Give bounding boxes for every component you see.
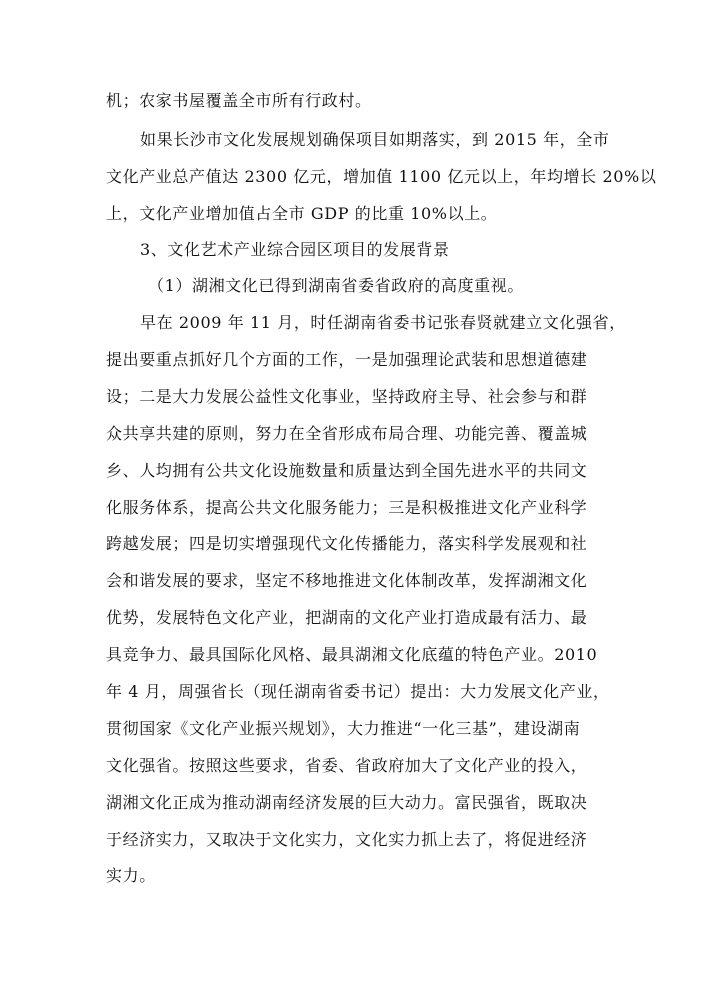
paragraph-line: 早在 2009 年 11 月，时任湖南省委书记张春贤就建立文化强省， — [140, 313, 626, 332]
section-heading: 3、文化艺术产业综合园区项目的发展背景 — [140, 240, 450, 259]
paragraph-line: 湖湘文化正成为推动湖南经济发展的巨大动力。富民强省，既取决 — [106, 793, 588, 812]
paragraph-line: 年 4 月，周强省长（现任湖南省委书记）提出：大力发展文化产业， — [106, 682, 610, 701]
paragraph-line: 乡、人均拥有公共文化设施数量和质量达到全国先进水平的共同文 — [106, 461, 588, 480]
paragraph-line: 跨越发展；四是切实增强现代文化传播能力，落实科学发展观和社 — [106, 534, 588, 553]
paragraph-line: 文化强省。按照这些要求，省委、省政府加大了文化产业的投入， — [106, 756, 588, 775]
paragraph-line: 文化产业总产值达 2300 亿元，增加值 1100 亿元以上，年均增长 20%以 — [106, 167, 657, 186]
paragraph-line: 实力。 — [106, 866, 156, 885]
paragraph-line: 提出要重点抓好几个方面的工作，一是加强理论武装和思想道德建 — [106, 350, 588, 369]
paragraph-line: 于经济实力，又取决于文化实力，文化实力抓上去了，将促进经济 — [106, 830, 588, 849]
paragraph-line: 具竞争力、最具国际化风格、最具湖湘文化底蕴的特色产业。2010 — [106, 645, 598, 664]
paragraph-line: 会和谐发展的要求，坚定不移地推进文化体制改革，发挥湖湘文化 — [106, 571, 588, 590]
subsection-heading: （1）湖湘文化已得到湖南省委省政府的高度重视。 — [148, 276, 524, 295]
paragraph-line: 如果长沙市文化发展规划确保项目如期落实，到 2015 年，全市 — [140, 130, 610, 149]
paragraph-line: 贯彻国家《文化产业振兴规划》，大力推进“一化三基”，建设湖南 — [106, 719, 581, 738]
paragraph-line: 设；二是大力发展公益性文化事业，坚持政府主导、社会参与和群 — [106, 387, 588, 406]
paragraph-line: 化服务体系，提高公共文化服务能力；三是积极推进文化产业科学 — [106, 498, 588, 517]
paragraph-line: 优势，发展特色文化产业，把湖南的文化产业打造成最有活力、最 — [106, 608, 588, 627]
paragraph-line: 机；农家书屋覆盖全市所有行政村。 — [106, 91, 372, 110]
paragraph-line: 上，文化产业增加值占全市 GDP 的比重 10%以上。 — [106, 204, 498, 223]
paragraph-line: 众共享共建的原则，努力在全省形成布局合理、功能完善、覆盖城 — [106, 424, 588, 443]
